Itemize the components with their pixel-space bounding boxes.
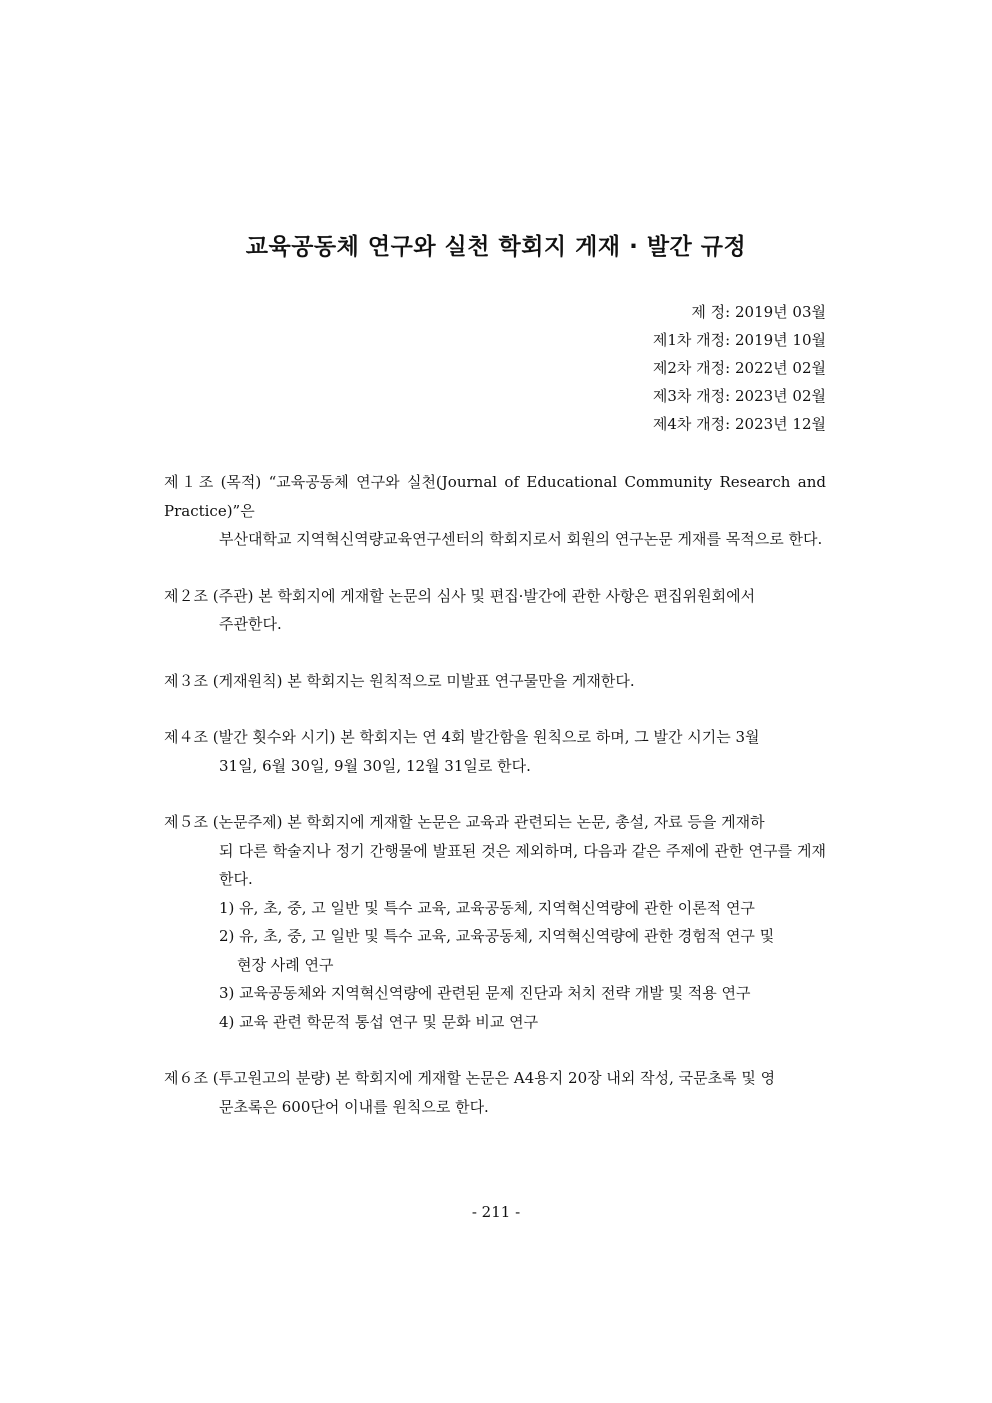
article-number: 제４조 [164, 728, 208, 746]
article-text: 본 학회지에 게재할 논문의 심사 및 편집·발간에 관한 사항은 편집위원회에서 [258, 586, 756, 605]
history-revision-3: 제3차 개정: 2023년 02월 [652, 387, 826, 405]
article-number: 제５조 [164, 813, 208, 831]
article-head [164, 582, 826, 611]
history-revision-4: 제4차 개정: 2023년 12월 [652, 415, 826, 433]
article-6 [164, 1064, 826, 1121]
list-item: 2) 유, 초, 중, 고 일반 및 특수 교육, 교육공동체, 지역혁신역량에 관한 경험적 연구 및 [219, 927, 775, 945]
article-number: 제６조 [164, 1069, 208, 1087]
article-3 [164, 667, 826, 696]
article-continuation: 되 다른 학술지나 정기 간행물에 발표된 것은 제외하며, 다음과 같은 주제에 관한 연구를 게재한다. [219, 841, 826, 888]
article-head [164, 808, 826, 837]
article-heading: (논문주제) [212, 813, 283, 831]
list-item: 4) 교육 관련 학문적 통섭 연구 및 문화 비교 연구 [219, 1012, 539, 1031]
history-revision-1: 제1차 개정: 2019년 10월 [652, 331, 826, 349]
article-heading: (투고원고의 분량) [212, 1069, 331, 1087]
article-heading: (목적) [220, 473, 262, 491]
list-item: 3) 교육공동체와 지역혁신역량에 관련된 문제 진단과 처치 전략 개발 및 적용 연구 [219, 984, 751, 1002]
article-continuation: 부산대학교 지역혁신역량교육연구센터의 학회지로서 회원의 연구논문 게재를 목적으로 한다. [219, 530, 823, 548]
history-enacted: 제 정: 2019년 03월 [691, 303, 826, 321]
history-revision-2: 제2차 개정: 2022년 02월 [652, 359, 826, 377]
article-text: 본 학회지에 게재할 논문은 A4용지 20장 내외 작성, 국문초록 및 영 [335, 1069, 776, 1087]
article-number: 제１조 [164, 473, 214, 491]
article-number: 제３조 [164, 671, 208, 690]
article-text: “교육공동체 연구와 실천(Journal of Educational Community Research and Practice)”은 [164, 473, 826, 520]
article-head [164, 723, 826, 752]
article-5 [164, 808, 826, 1036]
list-item: 1) 유, 초, 중, 고 일반 및 특수 교육, 교육공동체, 지역혁신역량에 관한 이론적 연구 [219, 898, 755, 917]
article-heading: (게재원칙) [212, 671, 283, 690]
article-head [164, 667, 826, 696]
article-text: 본 학회지는 원칙적으로 미발표 연구물만을 게재한다. [287, 671, 635, 690]
article-head [164, 1064, 826, 1093]
article-heading: (발간 횟수와 시기) [212, 728, 336, 746]
revision-history [653, 298, 826, 438]
article-text: 본 학회지에 게재할 논문은 교육과 관련되는 논문, 총설, 자료 등을 게재하 [287, 813, 765, 831]
article-head [164, 468, 826, 525]
article-2 [164, 582, 826, 639]
article-continuation: 주관한다. [219, 615, 282, 633]
article-number: 제２조 [164, 586, 208, 605]
page-number: - 211 - [471, 1203, 521, 1221]
article-1 [164, 468, 826, 554]
articles [164, 468, 826, 1149]
article-4 [164, 723, 826, 780]
article-continuation: 문초록은 600단어 이내를 원칙으로 한다. [219, 1097, 489, 1116]
article-heading: (주관) [212, 586, 254, 605]
page-title: 교육공동체 연구와 실천 학회지 게재 · 발간 규정 [245, 234, 747, 260]
article-continuation: 31일, 6월 30일, 9월 30일, 12월 31일로 한다. [219, 756, 531, 775]
article-text: 본 학회지는 연 4회 발간함을 원칙으로 하며, 그 발간 시기는 3월 [340, 728, 760, 746]
list-item-continuation: 현장 사례 연구 [237, 955, 334, 974]
